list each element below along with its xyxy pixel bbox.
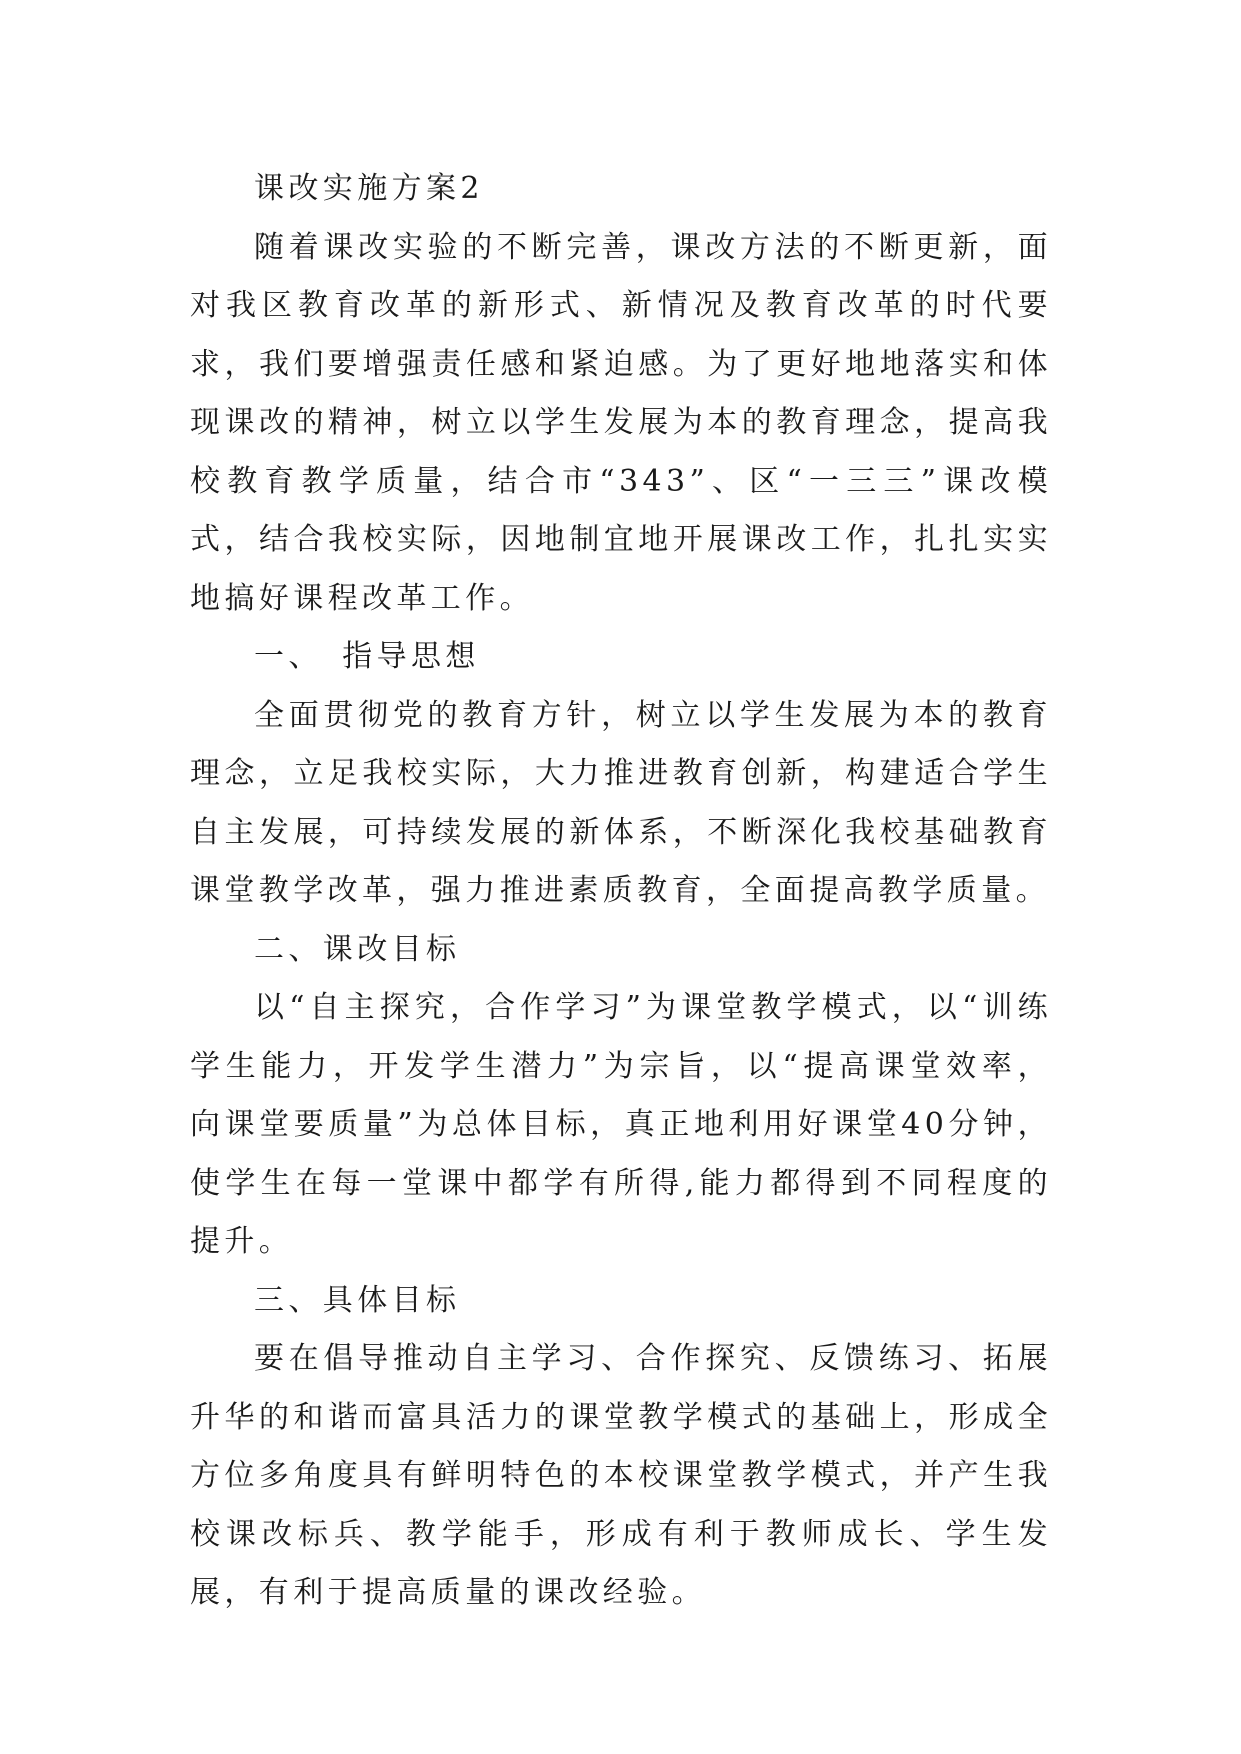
paragraph-specific-goals: 要在倡导推动自主学习、合作探究、反馈练习、拓展升华的和谐而富具活力的课堂教学模式的基础上，形成全方位多角度具有鲜明特色的本校课堂教学模式，并产生我校课改标兵、教学能手，形成有利于教师成长、学生发展，有利于提高质量的课改经验。 — [190, 1341, 1052, 1610]
section-heading-reform-goals: 二、课改目标 — [254, 931, 461, 967]
document-title: 课改实施方案2 — [254, 171, 484, 206]
paragraph-reform-goals: 以“自主探究，合作学习”为课堂教学模式，以“训练学生能力，开发学生潜力”为宗旨，以“提高课堂效率，向课堂要质量”为总体目标，真正地利用好课堂40分钟，使学生在每一堂课中都学有所得,能力都得到不同程度的提升。 — [190, 990, 1052, 1259]
paragraph-intro: 随着课改实验的不断完善，课改方法的不断更新，面对我区教育改革的新形式、新情况及教育改革的时代要求，我们要增强责任感和紧迫感。为了更好地地落实和体现课改的精神，树立以学生发展为本的教育理念，提高我校教育教学质量，结合市“343”、区“一三三”课改模式，结合我校实际，因地制宜地开展课改工作，扎扎实实地搞好课程改革工作。 — [190, 229, 1052, 616]
section-heading-guiding-ideology: 一、 指导思想 — [254, 639, 480, 674]
paragraph-guiding-ideology: 全面贯彻党的教育方针，树立以学生发展为本的教育理念，立足我校实际，大力推进教育创新，构建适合学生自主发展，可持续发展的新体系，不断深化我校基础教育课堂教学改革，强力推进素质教育，全面提高教学质量。 — [190, 697, 1052, 908]
document-body — [190, 160, 1052, 1623]
section-heading-specific-goals: 三、具体目标 — [254, 1282, 461, 1318]
